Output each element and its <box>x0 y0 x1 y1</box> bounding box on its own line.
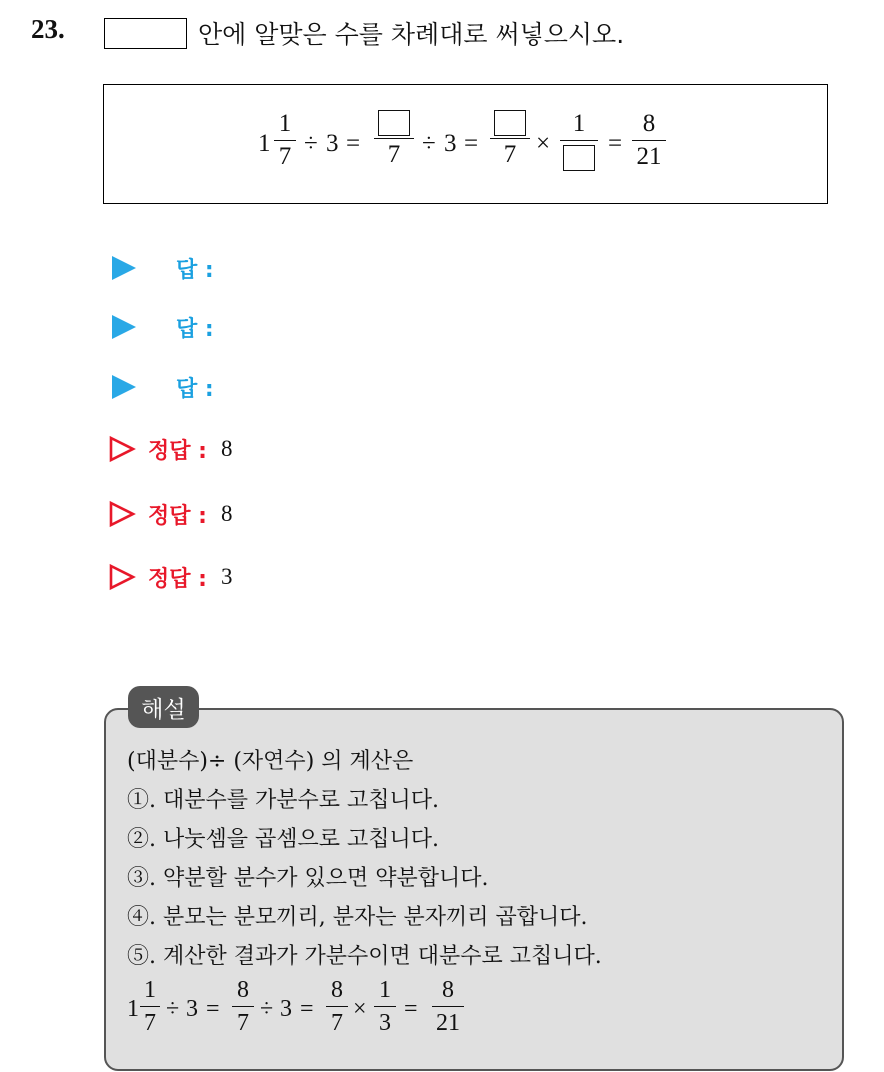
eq-result-den: 21 <box>636 143 662 170</box>
explanation-tag: 해설 <box>128 686 199 728</box>
eq-three-2: 3 <box>444 130 457 157</box>
outline-triangle-icon <box>108 500 136 528</box>
eq-frac4 <box>560 110 598 171</box>
blank-numerator-2[interactable] <box>494 110 526 136</box>
explanation-line-3: ②. 나눗셈을 곱셈으로 고칩니다. <box>127 827 439 852</box>
blank-numerator-1[interactable] <box>378 110 410 136</box>
blank-denominator[interactable] <box>563 145 595 171</box>
blank-box-icon <box>104 18 187 49</box>
answer-row-3 <box>108 370 214 404</box>
play-triangle-icon <box>112 375 136 399</box>
solution-row-2 <box>108 497 232 531</box>
eq-result-num: 8 <box>642 110 656 137</box>
answer-row-1 <box>108 251 214 285</box>
ex-frac3-den: 7 <box>331 1010 343 1036</box>
solution-value: 3 <box>220 564 233 589</box>
eq-frac1-num: 1 <box>278 110 292 137</box>
eq-equals-3: = <box>608 130 623 157</box>
solution-label: 정답 : <box>148 503 207 529</box>
ex-frac4-den: 3 <box>379 1010 391 1036</box>
question-number: 23. <box>31 14 65 44</box>
ex-eq-2: = <box>300 996 314 1022</box>
explanation-line-4: ③. 약분할 분수가 있으면 약분합니다. <box>127 866 489 891</box>
play-triangle-icon <box>112 315 136 339</box>
ex-result-num: 8 <box>442 977 454 1003</box>
ex-three-2: 3 <box>280 996 292 1022</box>
outline-triangle-icon <box>108 435 136 463</box>
eq-frac3-den: 7 <box>503 141 517 168</box>
ex-result <box>432 976 464 1037</box>
ex-frac1-den: 7 <box>144 1010 156 1036</box>
eq-div-2: ÷ <box>422 130 436 157</box>
solution-row-1 <box>108 432 232 466</box>
answer-label: 답 : <box>176 376 214 402</box>
eq-frac1 <box>274 110 296 171</box>
ex-frac4 <box>374 976 396 1037</box>
solution-label: 정답 : <box>148 438 207 464</box>
eq-frac2-den: 7 <box>387 141 401 168</box>
outline-triangle-icon <box>108 563 136 591</box>
eq-times: × <box>536 130 551 157</box>
eq-div-1: ÷ <box>304 130 318 157</box>
solution-value: 8 <box>220 501 233 526</box>
explanation-line-2: ①. 대분수를 가분수로 고칩니다. <box>127 788 439 813</box>
play-triangle-icon <box>112 256 136 280</box>
eq-equals-1: = <box>346 130 361 157</box>
eq-result <box>632 110 666 171</box>
explanation-line-1: (대분수)÷ (자연수) 의 계산은 <box>127 749 414 774</box>
solution-value: 8 <box>220 436 233 461</box>
ex-result-den: 21 <box>436 1010 460 1036</box>
ex-frac3 <box>326 976 348 1037</box>
answer-label: 답 : <box>176 257 214 283</box>
answer-row-2 <box>108 310 214 344</box>
ex-div-2: ÷ <box>260 996 274 1022</box>
ex-frac2-den: 7 <box>237 1010 249 1036</box>
eq-equals-2: = <box>464 130 479 157</box>
question-instruction: 안에 알맞은 수를 차례대로 써넣으시오. <box>198 20 625 49</box>
ex-three-1: 3 <box>186 996 198 1022</box>
ex-frac4-num: 1 <box>379 977 391 1003</box>
ex-eq-3: = <box>404 996 418 1022</box>
solution-row-3 <box>108 560 232 594</box>
eq-whole: 1 <box>258 130 271 157</box>
solution-label: 정답 : <box>148 566 207 592</box>
ex-frac2-num: 8 <box>237 977 249 1003</box>
ex-frac3-num: 8 <box>331 977 343 1003</box>
ex-eq-1: = <box>206 996 220 1022</box>
eq-frac2 <box>374 108 414 169</box>
ex-div-1: ÷ <box>166 996 180 1022</box>
ex-frac1-num: 1 <box>144 977 156 1003</box>
ex-frac1 <box>140 976 160 1037</box>
ex-times: × <box>353 996 367 1022</box>
answer-label: 답 : <box>176 316 214 342</box>
eq-frac3 <box>490 108 530 169</box>
eq-frac1-den: 7 <box>278 143 292 170</box>
eq-frac4-num: 1 <box>572 110 586 137</box>
explanation-line-5: ④. 분모는 분모끼리, 분자는 분자끼리 곱합니다. <box>127 905 588 930</box>
ex-whole: 1 <box>127 996 139 1022</box>
ex-frac2 <box>232 976 254 1037</box>
explanation-line-6: ⑤. 계산한 결과가 가분수이면 대분수로 고칩니다. <box>127 944 602 969</box>
eq-three-1: 3 <box>326 130 339 157</box>
